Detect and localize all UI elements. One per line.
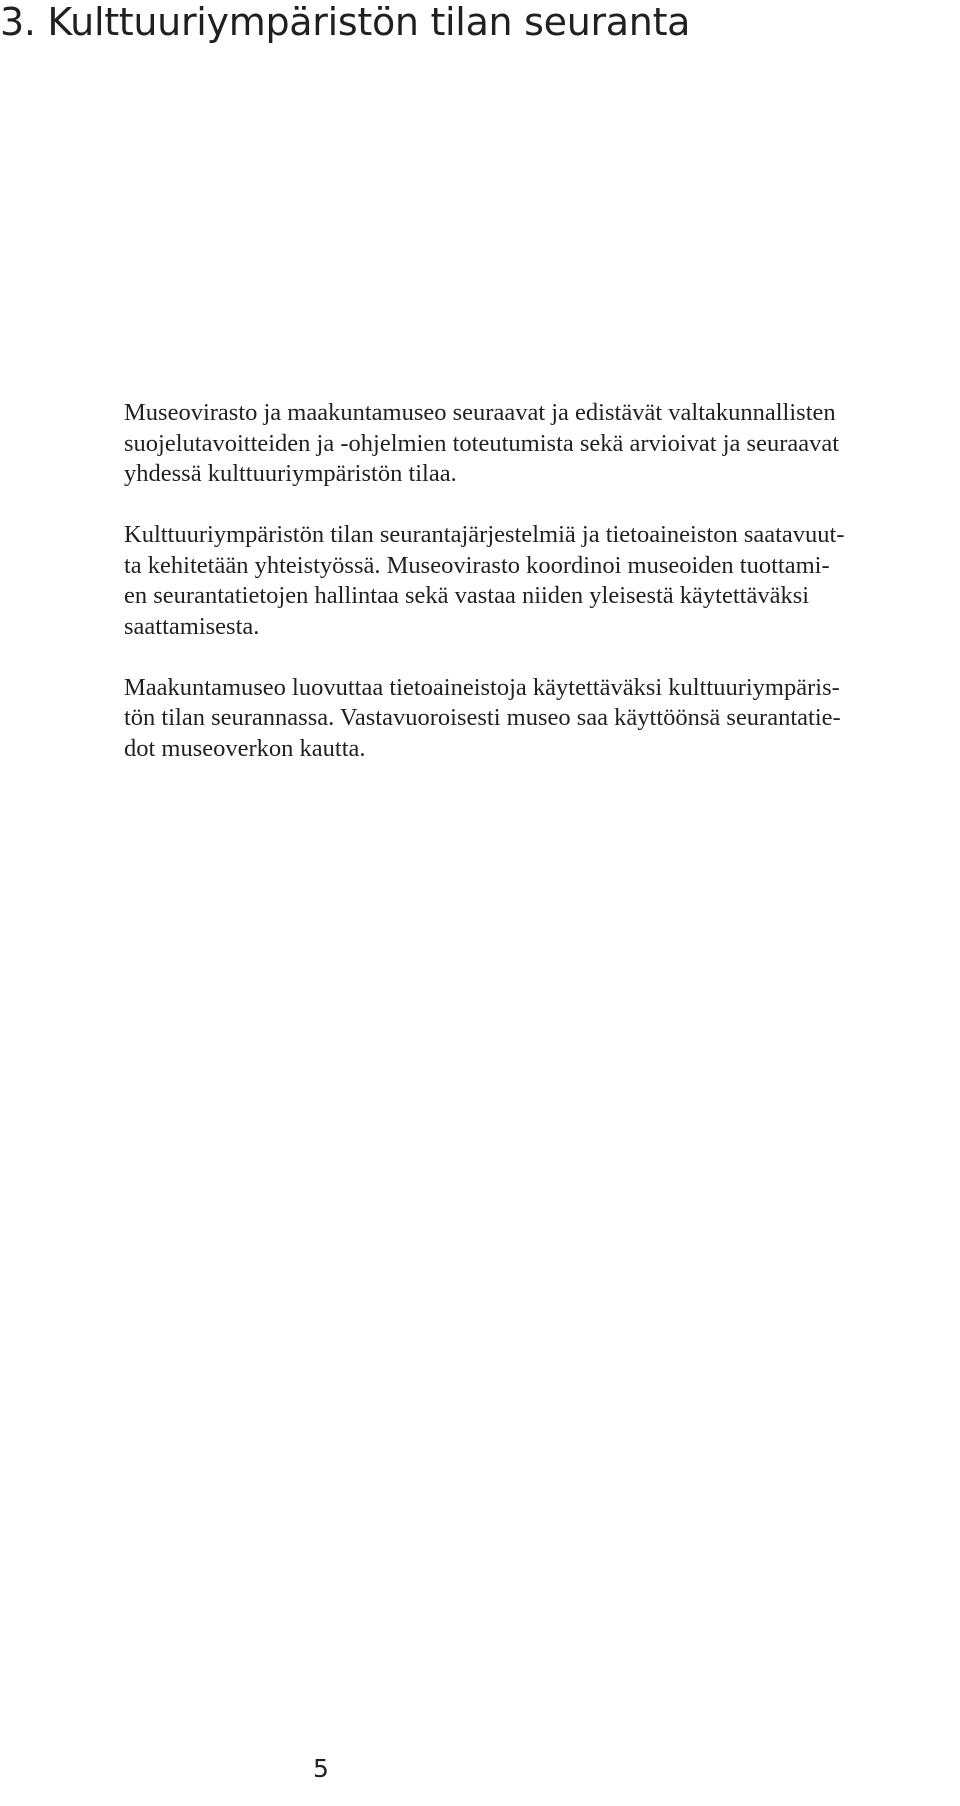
text-line: Maakuntamuseo luovuttaa tietoaineistoja käytettäväksi kulttuuriympäris-	[124, 673, 840, 701]
body-text	[124, 398, 924, 795]
text-line: en seurantatietojen hallintaa sekä vastaa niiden yleisestä käytettäväksi	[124, 582, 810, 609]
text-line: saattamisesta.	[124, 612, 260, 640]
paragraph-2	[124, 520, 924, 642]
paragraph-1	[124, 398, 924, 490]
text-line: ta kehitetään yhteistyössä. Museovirasto koordinoi museoiden tuottami-	[124, 551, 830, 579]
text-line: suojelutavoitteiden ja -ohjelmien toteutumista sekä arvioivat ja seuraavat	[124, 429, 840, 457]
text-line: Kulttuuriympäristön tilan seurantajärjestelmiä ja tietoaineiston saatavuut-	[124, 521, 845, 548]
paragraph-3	[124, 673, 924, 765]
text-line: Museovirasto ja maakuntamuseo seuraavat ja edistävät valtakunnallisten	[124, 399, 836, 426]
page-title: 3. Kulttuuriympäristön tilan seuranta	[0, 0, 691, 44]
text-line: yhdessä kulttuuriympäristön tilaa.	[124, 460, 457, 487]
page-number: 5	[313, 1754, 329, 1783]
text-line: tön tilan seurannassa. Vastavuoroisesti museo saa käyttöönsä seurantatie-	[124, 704, 841, 731]
text-line: dot museoverkon kautta.	[124, 734, 366, 762]
